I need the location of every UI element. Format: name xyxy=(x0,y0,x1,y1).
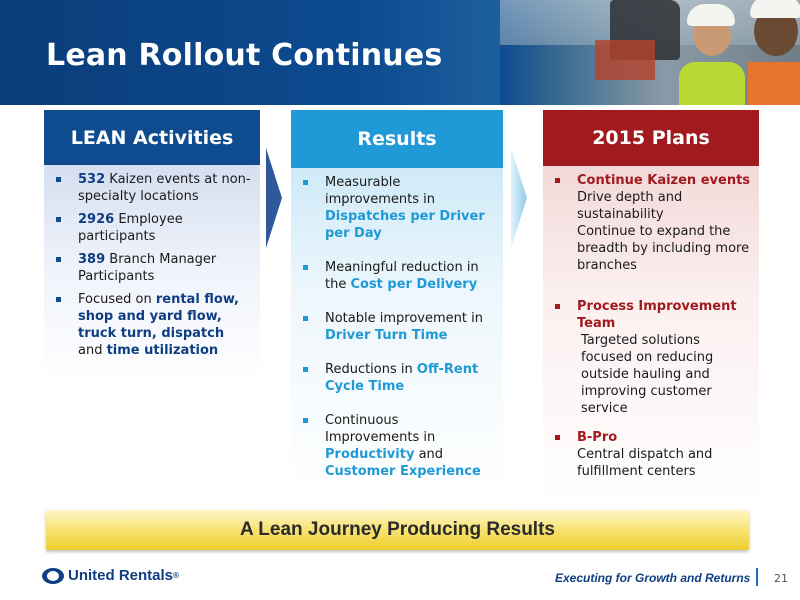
registered-mark: ® xyxy=(173,571,179,580)
page-title: Lean Rollout Continues xyxy=(46,38,443,73)
bullet-icon xyxy=(555,304,560,309)
worker-vest xyxy=(679,62,745,105)
item-text: Meaningful reduction in the xyxy=(325,260,479,292)
item-emphasis: Off-Rent Cycle Time xyxy=(325,362,479,394)
column-body xyxy=(291,168,503,494)
stat-text: Kaizen events at non-specialty locations xyxy=(78,172,251,204)
list-item xyxy=(291,174,503,242)
bullet-list xyxy=(543,172,759,480)
footer-divider xyxy=(756,568,758,586)
stat-value: 2926 xyxy=(78,212,115,227)
item-text: Measurable improvements in xyxy=(325,175,435,207)
list-item xyxy=(44,171,260,205)
list-item xyxy=(291,259,503,293)
plan-heading: B-Pro xyxy=(577,430,618,445)
photo-worker-2 xyxy=(748,0,800,105)
plans-column xyxy=(543,110,759,504)
footer-tagline: Executing for Growth and Returns xyxy=(555,571,751,585)
arrow-right-icon xyxy=(266,148,282,248)
arrow-right-icon xyxy=(511,148,527,248)
header-photo xyxy=(500,0,800,105)
stat-text: Employee participants xyxy=(78,212,183,244)
hard-hat-icon xyxy=(750,0,800,18)
item-text: and xyxy=(414,447,444,462)
column-body xyxy=(44,165,260,382)
plan-detail: Continue to expand the breadth by including more branches xyxy=(577,224,750,273)
logo-text: United Rentals xyxy=(68,567,174,584)
stat-value: 389 xyxy=(78,252,106,267)
item-emphasis: Driver Turn Time xyxy=(325,328,448,343)
list-item xyxy=(44,291,260,359)
logo-ring-inner xyxy=(47,571,59,581)
bullet-list xyxy=(44,171,260,359)
lean-activities-column xyxy=(44,110,260,382)
summary-banner: A Lean Journey Producing Results xyxy=(46,510,749,550)
plan-detail: Targeted solutions focused on reducing outside hauling and improving customer service xyxy=(581,333,714,416)
list-item xyxy=(44,211,260,245)
bullet-icon xyxy=(56,177,61,182)
column-heading: Results xyxy=(291,110,503,168)
list-item xyxy=(543,172,759,274)
bullet-icon xyxy=(303,180,308,185)
item-text: Focused on xyxy=(78,292,156,307)
worker-vest xyxy=(748,62,800,105)
header-band xyxy=(0,0,800,105)
logo-mark-icon xyxy=(42,568,64,584)
list-item xyxy=(291,361,503,395)
bullet-icon xyxy=(56,257,61,262)
item-emphasis: rental flow, shop and yard flow, truck turn, dispatch xyxy=(78,292,239,341)
plan-detail: Central dispatch and fulfillment centers xyxy=(577,447,713,479)
stat-text: Branch Manager Participants xyxy=(78,252,217,284)
photo-worker-1 xyxy=(675,0,745,105)
item-text: Reductions in xyxy=(325,362,417,377)
plan-detail: Drive depth and sustainability xyxy=(577,190,683,222)
results-column xyxy=(291,110,503,494)
bullet-icon xyxy=(303,418,308,423)
item-emphasis: Customer Experience xyxy=(325,464,481,479)
bullet-icon xyxy=(56,297,61,302)
item-emphasis: Productivity xyxy=(325,447,415,462)
hard-hat-icon xyxy=(687,4,735,26)
item-text: and xyxy=(78,343,107,358)
list-item xyxy=(291,310,503,344)
bullet-icon xyxy=(56,217,61,222)
list-item xyxy=(44,251,260,285)
photo-equipment xyxy=(595,40,655,80)
plan-heading: Process Improvement Team xyxy=(577,299,737,331)
bullet-icon xyxy=(555,435,560,440)
list-item xyxy=(291,412,503,480)
item-emphasis: time utilization xyxy=(106,343,219,358)
list-item xyxy=(543,298,759,417)
column-heading: 2015 Plans xyxy=(543,110,759,166)
item-emphasis: Dispatches per Driver per Day xyxy=(325,209,485,241)
bullet-icon xyxy=(555,178,560,183)
bullet-icon xyxy=(303,367,308,372)
column-heading: LEAN Activities xyxy=(44,110,260,165)
bullet-icon xyxy=(303,265,308,270)
plan-heading: Continue Kaizen events xyxy=(577,173,751,188)
column-body xyxy=(543,166,759,504)
bullet-list xyxy=(291,174,503,480)
item-text: Continuous Improvements in xyxy=(325,413,436,445)
page-number: 21 xyxy=(774,572,788,585)
item-text: Notable improvement in xyxy=(325,311,483,326)
company-logo xyxy=(42,567,179,584)
list-item xyxy=(543,429,759,480)
stat-value: 532 xyxy=(78,172,106,187)
item-emphasis: Cost per Delivery xyxy=(350,277,478,292)
bullet-icon xyxy=(303,316,308,321)
